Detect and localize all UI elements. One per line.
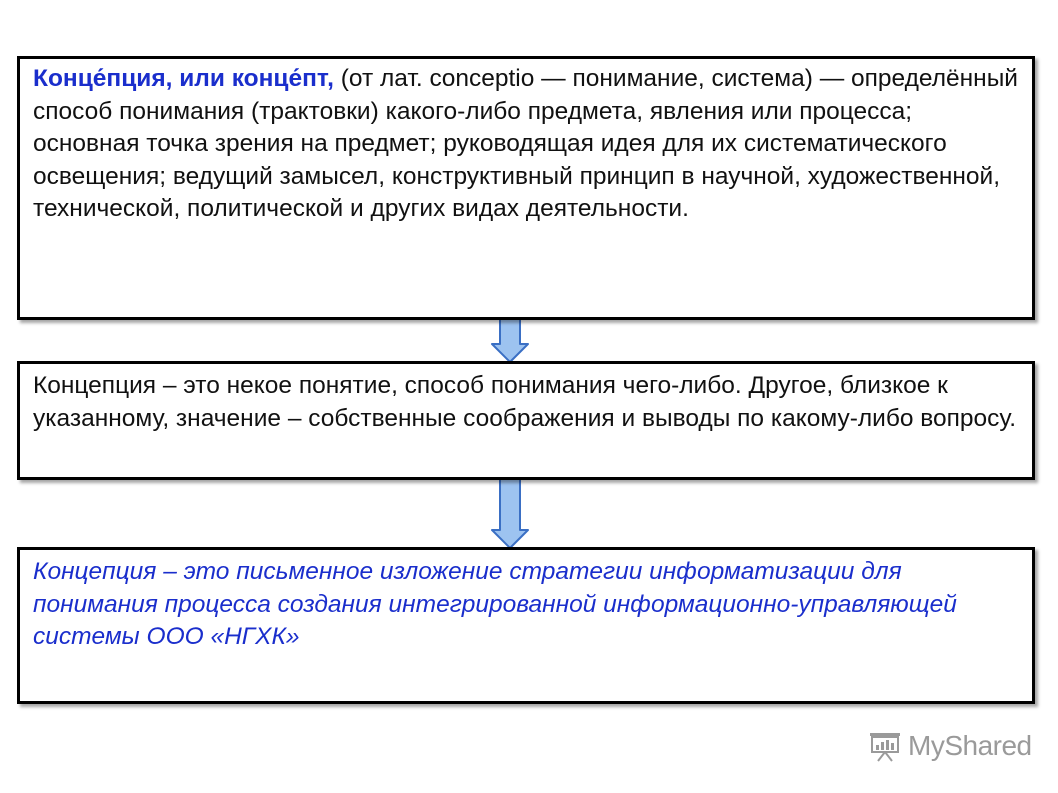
myshared-logo xyxy=(868,728,1032,764)
general-meaning-box xyxy=(17,361,1035,480)
presentation-icon xyxy=(868,730,902,762)
down-arrow-icon xyxy=(490,318,530,364)
down-arrow-icon xyxy=(490,478,530,550)
general-meaning-text: Концепция – это некое понятие, способ понимания чего-либо. Другое, близкое к указанному, значение – собственные соображения и выводы по какому-либо вопросу. xyxy=(33,372,1017,432)
project-concept-text: Концепция – это письменное изложение стратегии информатизации для понимания процесса создания интегрированной информационно-управляющей системы ООО «НГХК» xyxy=(33,558,957,650)
definition-term: Конце́пция, или конце́пт, xyxy=(33,65,334,92)
definition-text: (от лат. conceptio — понимание, система) — определённый способ понимания (трактовки) какого-либо предмета, явления или процесса; основная точка зрения на предмет; руководящая идея для их систематического освещения; ведущий замысел, конструктивный принцип в научной, художественной, технической, политической и других видах деятельности. xyxy=(33,65,1018,222)
definition-box xyxy=(17,56,1035,320)
project-concept-box xyxy=(17,547,1035,704)
logo-text: MyShared xyxy=(908,730,1032,761)
